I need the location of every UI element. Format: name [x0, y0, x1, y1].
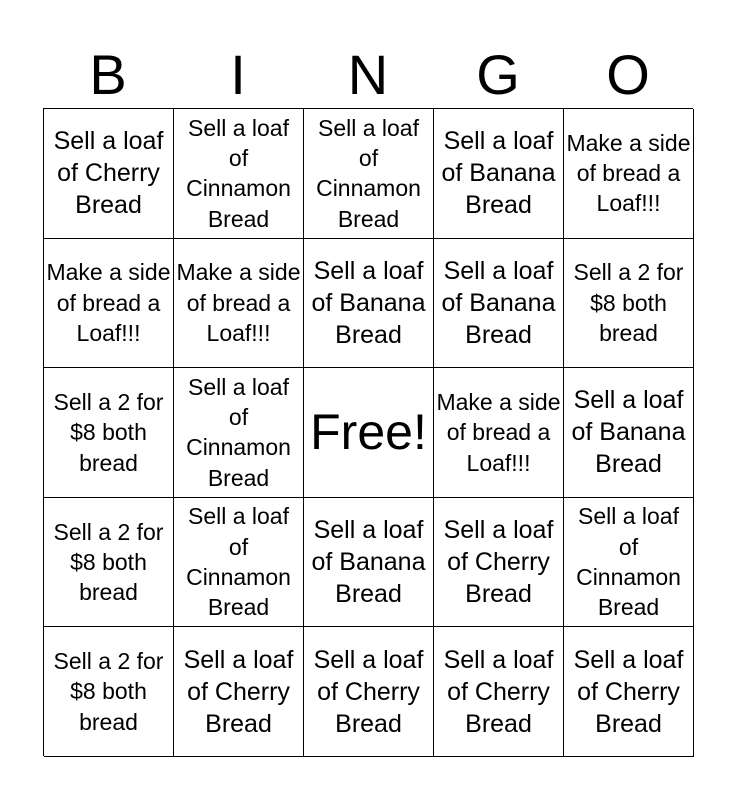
cell-text: Make a side of bread a Loaf!!!	[46, 259, 171, 347]
free-space-text: Free!	[310, 404, 427, 461]
bingo-cell-r1-c2[interactable]	[174, 109, 304, 239]
bingo-cell-r1-c1[interactable]	[44, 109, 174, 239]
cell-text: Sell a loaf of Cinnamon Bread	[186, 503, 291, 621]
cell-text: Sell a loaf of Banana Bread	[311, 516, 426, 609]
bingo-cell-r1-c5[interactable]	[564, 109, 694, 239]
bingo-cell-r3-c1[interactable]	[44, 368, 174, 498]
cell-text: Sell a loaf of Banana Bread	[311, 256, 426, 349]
cell-text: Sell a 2 for $8 both bread	[53, 518, 164, 606]
cell-text: Make a side of bread a Loaf!!!	[176, 259, 301, 347]
cell-text: Sell a 2 for $8 both bread	[573, 259, 684, 347]
bingo-cell-r4-c2[interactable]	[174, 498, 304, 628]
header-letter-n: N	[347, 43, 389, 106]
cell-text: Sell a loaf of Banana Bread	[441, 127, 556, 220]
bingo-cell-r4-c4[interactable]	[434, 498, 564, 628]
cell-text: Sell a loaf of Cinnamon Bread	[186, 114, 291, 232]
bingo-cell-r1-c4[interactable]	[434, 109, 564, 239]
bingo-cell-r5-c1[interactable]	[44, 627, 174, 757]
cell-text: Sell a loaf of Cinnamon Bread	[576, 503, 681, 621]
bingo-cell-r3-c2[interactable]	[174, 368, 304, 498]
bingo-cell-r2-c4[interactable]	[434, 239, 564, 369]
header-letter-g: G	[476, 43, 520, 106]
header-letter-o: O	[606, 43, 650, 106]
bingo-cell-free[interactable]	[304, 368, 434, 498]
bingo-cell-r2-c1[interactable]	[44, 239, 174, 369]
cell-text: Sell a 2 for $8 both bread	[53, 388, 164, 476]
bingo-board	[43, 108, 693, 756]
cell-text: Sell a loaf of Cherry Bread	[313, 645, 424, 738]
bingo-cell-r5-c3[interactable]	[304, 627, 434, 757]
cell-text: Sell a loaf of Cherry Bread	[183, 645, 294, 738]
cell-text: Sell a loaf of Cinnamon Bread	[316, 114, 421, 232]
bingo-cell-r3-c4[interactable]	[434, 368, 564, 498]
bingo-cell-r2-c3[interactable]	[304, 239, 434, 369]
cell-text: Make a side of bread a Loaf!!!	[566, 129, 691, 217]
bingo-cell-r5-c2[interactable]	[174, 627, 304, 757]
bingo-header	[43, 42, 693, 108]
cell-text: Sell a loaf of Banana Bread	[571, 386, 686, 479]
cell-text: Sell a loaf of Banana Bread	[441, 256, 556, 349]
cell-text: Sell a loaf of Cherry Bread	[443, 516, 554, 609]
bingo-cell-r5-c5[interactable]	[564, 627, 694, 757]
header-letter-i: I	[230, 43, 246, 106]
cell-text: Make a side of bread a Loaf!!!	[436, 388, 561, 476]
bingo-cell-r4-c1[interactable]	[44, 498, 174, 628]
header-letter-b: B	[89, 43, 127, 106]
bingo-cell-r2-c2[interactable]	[174, 239, 304, 369]
cell-text: Sell a loaf of Cinnamon Bread	[186, 373, 291, 491]
cell-text: Sell a 2 for $8 both bread	[53, 648, 164, 735]
cell-text: Sell a loaf of Cherry Bread	[53, 127, 164, 220]
bingo-cell-r3-c5[interactable]	[564, 368, 694, 498]
cell-text: Sell a loaf of Cherry Bread	[443, 645, 554, 738]
bingo-cell-r4-c5[interactable]	[564, 498, 694, 628]
bingo-cell-r4-c3[interactable]	[304, 498, 434, 628]
bingo-cell-r2-c5[interactable]	[564, 239, 694, 369]
bingo-cell-r5-c4[interactable]	[434, 627, 564, 757]
bingo-cell-r1-c3[interactable]	[304, 109, 434, 239]
cell-text: Sell a loaf of Cherry Bread	[573, 645, 684, 738]
